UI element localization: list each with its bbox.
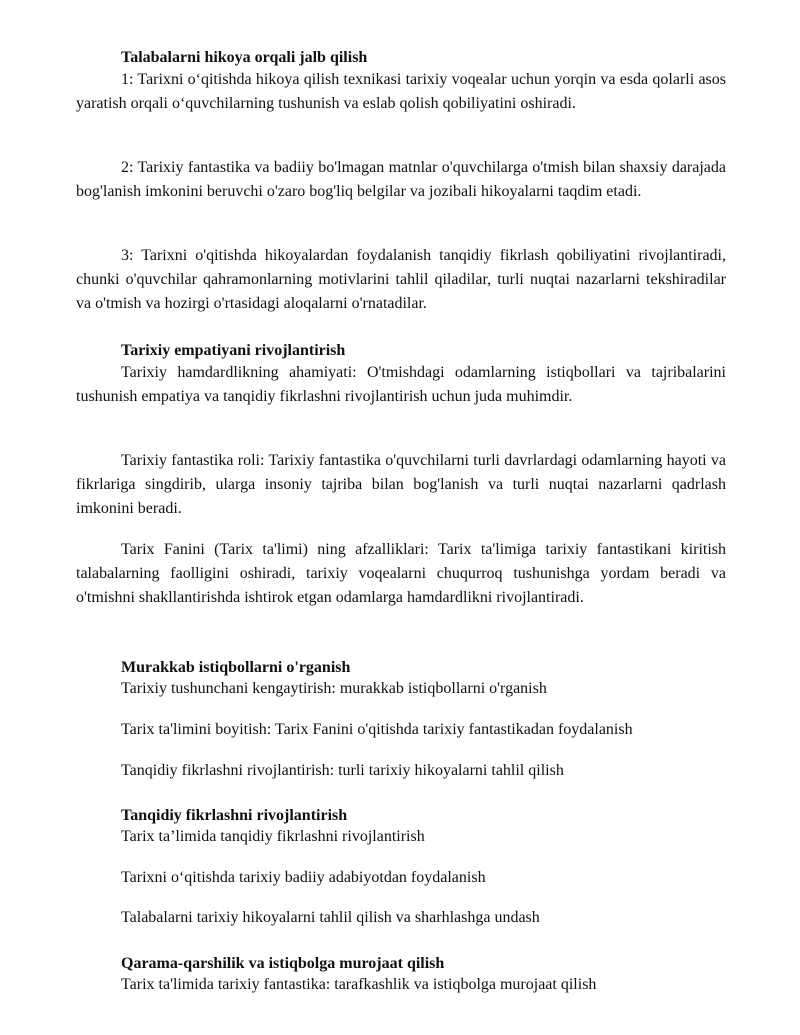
section-heading-historical-empathy: Tarixiy empatiyani rivojlantirish — [121, 342, 346, 359]
paragraph-history-benefits: Tarix Fanini (Tarix ta'limi) ning afzalliklari: Tarix ta'limiga tarixiy fantastikani kiritish talabalarning faolligini oshiradi, tarixiy voqealarni chuqurroq tushunishga yordam beradi va o'tmishni shakllantirishda ishtirok etgan odamlarga hamdardlikni rivojlantiradi. — [76, 541, 726, 606]
list-item: Tarix ta'limida tarixiy fantastika: tarafkashlik va istiqbolga murojaat qilish — [121, 976, 597, 993]
list-item: Tarix ta'limini boyitish: Tarix Fanini o'qitishda tarixiy fantastikadan foydalanish — [121, 721, 633, 738]
paragraph-fiction-role: Tarixiy fantastika roli: Tarixiy fantastika o'quvchilarni turli davrlardagi odamlarning hayoti va fikrlariga singdirib, ularga insoniy tajriba bilan bog'lanish va turli nuqtai nazarlarni qadrlash imkonini beradi. — [76, 452, 726, 517]
paragraph-storytelling-3: 3: Tarixni o'qitishda hikoyalardan foydalanish tanqidiy fikrlash qobiliyatini rivojlantiradi, chunki o'quvchilar qahramonlarning motivlarini tahlil qiladilar, turli nuqtai nazarlarni tekshiradilar va o'tmish va hozirgi o'rtasidagi aloqalarni o'rnatadilar. — [76, 247, 726, 312]
list-item: Tarixni o‘qitishda tarixiy badiiy adabiyotdan foydalanish — [121, 869, 486, 886]
section-heading-critical-thinking: Tanqidiy fikrlashni rivojlantirish — [121, 807, 348, 824]
list-item: Talabalarni tarixiy hikoyalarni tahlil qilish va sharhlashga undash — [121, 909, 540, 926]
paragraph-storytelling-1: 1: Tarixni o‘qitishda hikoya qilish texnikasi tarixiy voqealar uchun yorqin va esda qolarli asos yaratish orqali o‘quvchilarning tushunish va eslab qolish qobiliyatini oshiradi. — [76, 71, 726, 112]
paragraph-empathy-importance: Tarixiy hamdardlikning ahamiyati: O'tmishdagi odamlarning istiqbollari va tajribalarini tushunish empatiya va tanqidiy fikrlashni rivojlantirish uchun juda muhimdir. — [76, 364, 726, 405]
section-heading-complex-perspectives: Murakkab istiqbollarni o'rganish — [121, 659, 351, 676]
list-item: Tarix ta’limida tanqidiy fikrlashni rivojlantirish — [121, 828, 425, 845]
section-heading-bias-perspective: Qarama-qarshilik va istiqbolga murojaat qilish — [121, 955, 445, 972]
section-heading-engaging-students: Talabalarni hikoya orqali jalb qilish — [121, 49, 368, 66]
paragraph-storytelling-2: 2: Tarixiy fantastika va badiiy bo'lmagan matnlar o'quvchilarga o'tmish bilan shaxsiy darajada bog'lanish imkonini beruvchi o'zaro bog'liq belgilar va jozibali hikoyalarni taqdim etadi. — [76, 159, 726, 200]
list-item: Tarixiy tushunchani kengaytirish: murakkab istiqbollarni o'rganish — [121, 680, 547, 697]
list-item: Tanqidiy fikrlashni rivojlantirish: turli tarixiy hikoyalarni tahlil qilish — [121, 762, 564, 779]
